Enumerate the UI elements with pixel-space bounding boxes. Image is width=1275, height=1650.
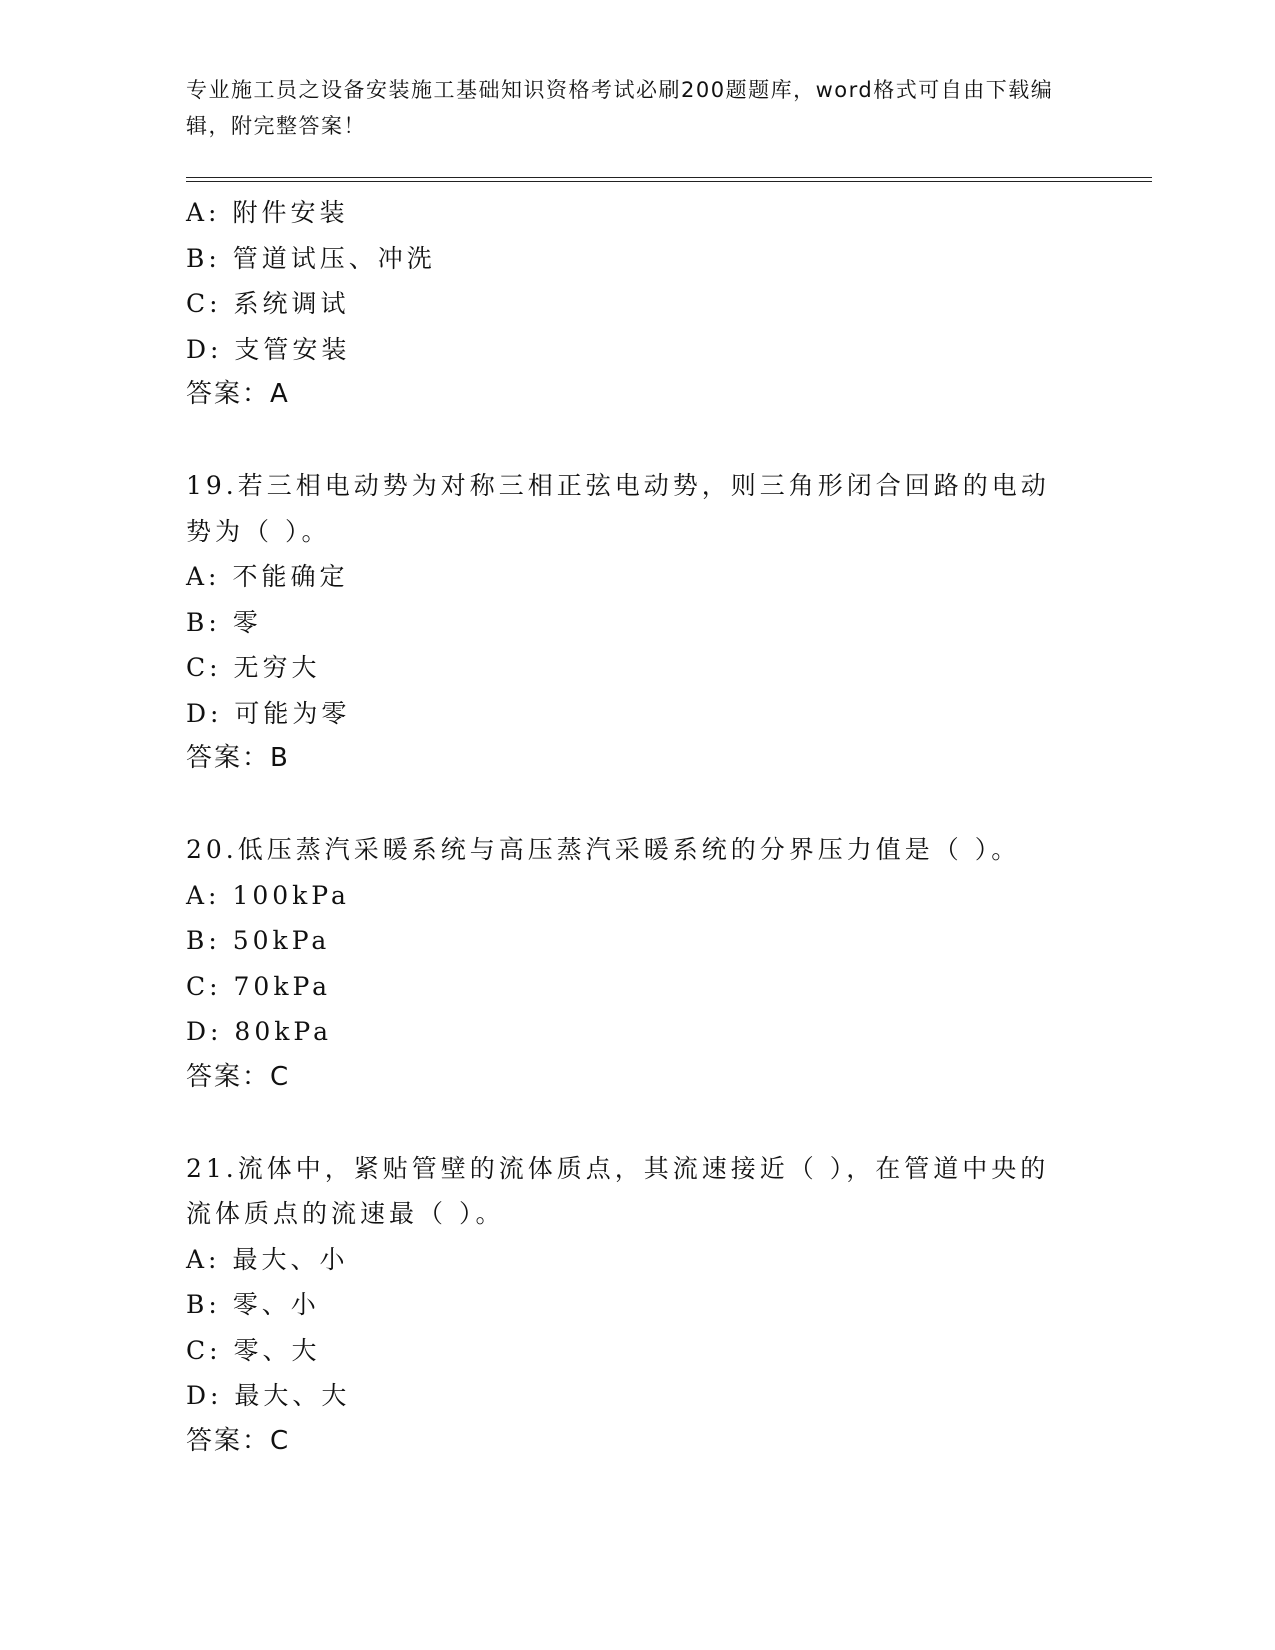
option-b — [186, 236, 1086, 282]
option-letter: A: — [186, 1244, 221, 1274]
option-letter: A: — [186, 198, 221, 227]
option-text: 50kPa — [232, 926, 331, 955]
question-21 — [186, 1146, 1086, 1465]
question-20 — [186, 827, 1086, 1100]
option-d — [186, 1009, 1086, 1055]
option-a — [186, 190, 1086, 236]
answer-line: 答案：C — [186, 1425, 291, 1456]
spacer — [186, 418, 1086, 464]
option-c — [186, 281, 1086, 327]
answer-line: 答案：C — [186, 1061, 291, 1092]
option-d — [186, 327, 1086, 373]
option-text: 管道试压、冲洗 — [232, 243, 436, 273]
option-b — [186, 1282, 1086, 1328]
option-c — [186, 645, 1086, 691]
option-text: 附件安装 — [232, 198, 349, 227]
option-letter: B: — [186, 926, 221, 955]
question-text: 流体中，紧贴管壁的流体质点，其流速接近（ ），在管道中央的流体质点的流速最（ ）。 — [186, 1153, 1050, 1228]
option-letter: D: — [186, 1017, 223, 1046]
option-text: 零、小 — [232, 1290, 320, 1319]
option-text: 不能确定 — [232, 562, 349, 591]
option-a — [186, 554, 1086, 600]
document-body — [186, 190, 1086, 1464]
option-text: 可能为零 — [234, 698, 351, 728]
option-text: 最大、小 — [232, 1244, 349, 1274]
option-b — [186, 918, 1086, 964]
question-number: 19. — [186, 471, 238, 500]
option-text: 支管安装 — [234, 334, 351, 364]
header-divider — [186, 177, 1152, 182]
option-text: 100kPa — [232, 880, 350, 910]
option-letter: A: — [186, 880, 221, 910]
option-letter: C: — [186, 1335, 222, 1365]
option-a — [186, 1237, 1086, 1283]
option-letter: C: — [186, 653, 222, 682]
question-text: 若三相电动势为对称三相正弦电动势，则三角形闭合回路的电动势为（ ）。 — [186, 471, 1050, 546]
option-letter: B: — [186, 607, 221, 637]
option-a — [186, 873, 1086, 919]
option-letter: B: — [186, 243, 221, 273]
option-text: 零 — [232, 607, 262, 637]
option-text: 系统调试 — [233, 289, 350, 318]
option-c — [186, 964, 1086, 1010]
prev-question-options — [186, 190, 1086, 418]
option-letter: C: — [186, 971, 222, 1001]
option-letter: D: — [186, 698, 223, 728]
document-header: 专业施工员之设备安装施工基础知识资格考试必刷200题题库，word格式可自由下载编辑，附完整答案！ — [186, 78, 1054, 138]
option-text: 80kPa — [234, 1017, 332, 1046]
option-letter: B: — [186, 1290, 221, 1319]
answer-line: 答案：B — [186, 743, 290, 773]
option-c — [186, 1328, 1086, 1374]
question-19 — [186, 463, 1086, 782]
spacer — [186, 1100, 1086, 1146]
question-stem — [186, 463, 1066, 554]
question-stem — [186, 827, 1066, 873]
option-letter: A: — [186, 562, 221, 591]
option-d — [186, 691, 1086, 737]
option-letter: D: — [186, 334, 223, 364]
option-text: 零、大 — [233, 1335, 321, 1365]
option-d — [186, 1373, 1086, 1419]
option-text: 最大、大 — [234, 1381, 351, 1410]
question-number: 20. — [186, 835, 238, 864]
option-letter: D: — [186, 1381, 223, 1410]
question-number: 21. — [186, 1153, 238, 1183]
spacer — [186, 782, 1086, 828]
question-stem — [186, 1146, 1066, 1237]
answer-line: 答案：A — [186, 379, 290, 409]
question-text: 低压蒸汽采暖系统与高压蒸汽采暖系统的分界压力值是（ ）。 — [237, 835, 1021, 864]
option-b — [186, 600, 1086, 646]
option-letter: C: — [186, 289, 222, 318]
option-text: 无穷大 — [233, 653, 321, 682]
option-text: 70kPa — [233, 971, 332, 1001]
